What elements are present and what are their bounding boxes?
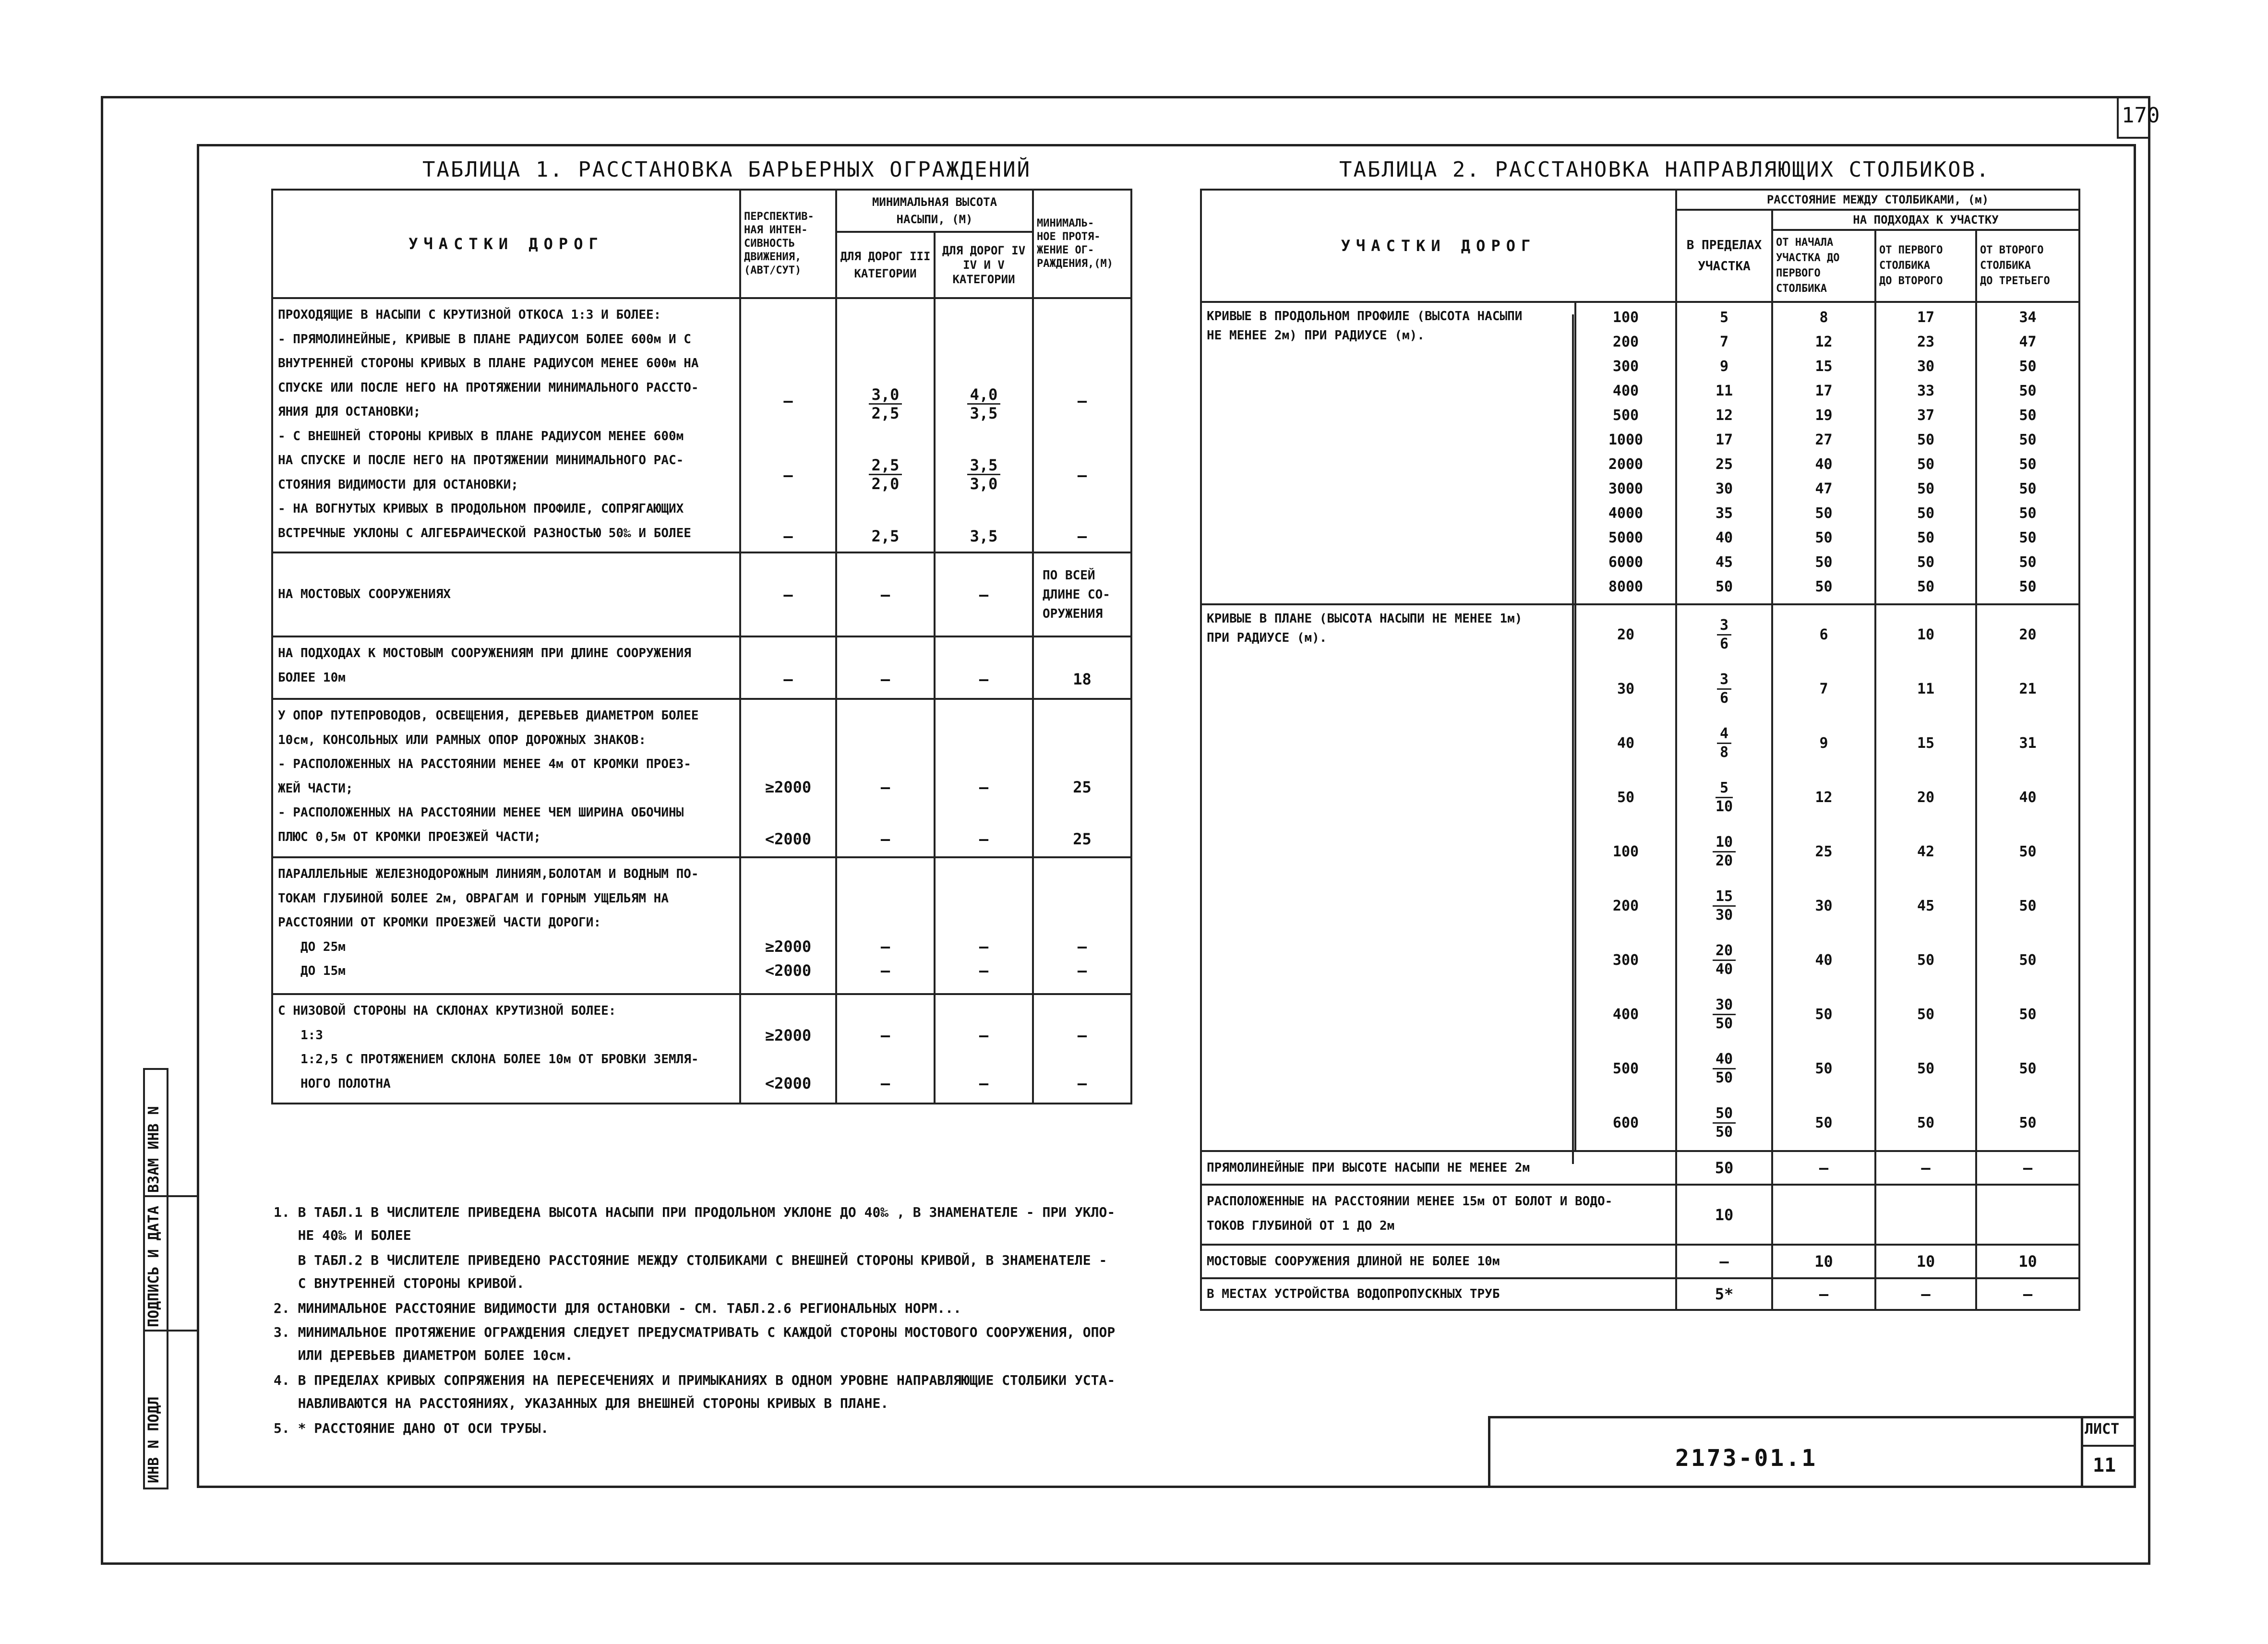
profile-first-value: 47 <box>1815 480 1833 497</box>
plan-second-value: 50 <box>1917 1060 1935 1077</box>
profile-third-value: 50 <box>2019 358 2037 375</box>
plan-within-fraction: $\frac{40}{50}$ <box>1677 1042 1771 1096</box>
plan-first-value: 6 <box>1819 626 1828 643</box>
table2-profile-first <box>1772 302 1875 604</box>
plan-second-value: 50 <box>1917 1115 1935 1131</box>
profile-radius-value: 1000 <box>1608 432 1644 448</box>
note-line: С ВНУТРЕННЕЙ СТОРОНЫ КРИВОЙ. <box>274 1275 525 1291</box>
profile-radius-value: 8000 <box>1608 578 1644 595</box>
profile-third-value: 50 <box>2019 432 2037 448</box>
table1-header-cat4: ДЛЯ ДОРОГ IV IV И V КАТЕГОРИИ <box>935 232 1033 298</box>
table2-plan-radius <box>1575 604 1676 1151</box>
plan-second-value: 20 <box>1917 789 1935 806</box>
side-stamp-signature: ПОДПИСЬ И ДАТА <box>145 1206 162 1327</box>
table1 <box>271 189 1132 1104</box>
table1-title: ТАБЛИЦА 1. РАССТАНОВКА БАРЬЕРНЫХ ОГРАЖДЕНИЙ <box>422 157 1032 182</box>
table2-header-from-first: ОТ ПЕРВОГО СТОЛБИКА ДО ВТОРОГО <box>1875 230 1976 302</box>
plan-second-value: 15 <box>1917 735 1935 752</box>
table1-row-slopes: С НИЗОВОЙ СТОРОНЫ НА СКЛОНАХ КРУТИЗНОЙ БОЛЕЕ: 1:3 1:2,5 С ПРОТЯЖЕНИЕМ СКЛОНА БОЛЕЕ 10м ОТ БРОВКИ ЗЕМЛЯ- НОГО ПОЛОТНА ≥2000 <2000 — — — — — — <box>272 994 1131 1104</box>
profile-third-value: 50 <box>2019 456 2037 473</box>
profile-second-value: 17 <box>1917 309 1935 326</box>
table2-header-from-second: ОТ ВТОРОГО СТОЛБИКА ДО ТРЕТЬЕГО <box>1976 230 2079 302</box>
profile-radius-value: 100 <box>1612 309 1639 326</box>
table2-row-bridges: МОСТОВЫЕ СООРУЖЕНИЯ ДЛИНОЙ НЕ БОЛЕЕ 10м — 10 10 10 <box>1201 1245 2079 1278</box>
sheet-label: ЛИСТ <box>2085 1421 2120 1438</box>
profile-within-value: 9 <box>1719 358 1729 375</box>
plan-third-value: 40 <box>2019 789 2037 806</box>
profile-first-value: 50 <box>1815 529 1833 546</box>
table2-header-distance: РАССТОЯНИЕ МЕЖДУ СТОЛБИКАМИ, (м) <box>1676 190 2079 210</box>
table1-row-supports: У ОПОР ПУТЕПРОВОДОВ, ОСВЕЩЕНИЯ, ДЕРЕВЬЕВ ДИАМЕТРОМ БОЛЕЕ 10см, КОНСОЛЬНЫХ ИЛИ РАМНЫХ ОПОР ДОРОЖНЫХ ЗНАКОВ: - РАСПОЛОЖЕННЫХ НА РАССТОЯНИИ МЕНЕЕ 4м ОТ КРОМКИ ПРОЕЗ- ЖЕЙ ЧАСТИ; - РАСПОЛОЖЕННЫХ НА РАССТОЯНИИ МЕНЕЕ ЧЕМ ШИРИНА ОБОЧИНЫ ПЛЮС 0,5м ОТ КРОМКИ ПРОЕЗЖЕЙ ЧАСТИ; ≥2000 <2000 — — — — 25 25 <box>272 699 1131 857</box>
plan-second-value: 11 <box>1917 681 1935 697</box>
plan-radius-value: 100 <box>1612 843 1639 860</box>
table2-profile-radius <box>1575 302 1676 604</box>
table2-row-swamps: РАСПОЛОЖЕННЫЕ НА РАССТОЯНИИ МЕНЕЕ 15м ОТ БОЛОТ И ВОДО- ТОКОВ ГЛУБИНОЙ ОТ 1 ДО 2м 10 <box>1201 1185 2079 1245</box>
table2-header-from-start: ОТ НАЧАЛА УЧАСТКА ДО ПЕРВОГО СТОЛБИКА <box>1772 230 1875 302</box>
profile-within-value: 11 <box>1715 383 1733 399</box>
plan-third-value: 50 <box>2019 843 2037 860</box>
plan-third-value: 21 <box>2019 681 2037 697</box>
inner-frame-top <box>197 144 2136 146</box>
plan-within-fraction: $\frac{3}{6}$ <box>1677 608 1771 662</box>
profile-first-value: 19 <box>1815 407 1833 424</box>
profile-within-value: 12 <box>1715 407 1733 424</box>
plan-second-value: 10 <box>1917 626 1935 643</box>
profile-radius-value: 5000 <box>1608 529 1644 546</box>
profile-third-value: 34 <box>2019 309 2037 326</box>
table1-header-min-length: МИНИМАЛЬ- НОЕ ПРОТЯ- ЖЕНИЕ ОГ- РАЖДЕНИЯ,(М) <box>1033 190 1131 298</box>
plan-first-value: 30 <box>1815 898 1833 914</box>
plan-within-fraction: $\frac{10}{20}$ <box>1677 825 1771 879</box>
profile-within-value: 40 <box>1715 529 1733 546</box>
profile-first-value: 17 <box>1815 383 1833 399</box>
profile-within-value: 17 <box>1715 432 1733 448</box>
plan-radius-value: 200 <box>1612 898 1639 914</box>
table2-row-straight: ПРЯМОЛИНЕЙНЫЕ ПРИ ВЫСОТЕ НАСЫПИ НЕ МЕНЕЕ 2м 50 — — — <box>1201 1151 2079 1185</box>
note-line: ИЛИ ДЕРЕВЬЕВ ДИАМЕТРОМ БОЛЕЕ 10см. <box>274 1347 573 1363</box>
outer-frame-right <box>2148 96 2150 1565</box>
table2-group-profile-curves: КРИВЫЕ В ПРОДОЛЬНОМ ПРОФИЛЕ (ВЫСОТА НАСЫПИ НЕ МЕНЕЕ 2м) ПРИ РАДИУСЕ (м). 100 200 300 400 500 1000 2000 3000 4000 5000 6000 8000 5 7 9 11 12 17 25 30 35 40 45 50 8 12 15 17 19 27 40 47 50 50 50 50 17 23 30 33 37 50 50 50 50 50 50 50 34 47 50 50 50 50 50 50 50 50 50 50 <box>1201 302 2079 604</box>
profile-second-value: 50 <box>1917 529 1935 546</box>
profile-third-value: 50 <box>2019 529 2037 546</box>
profile-within-value: 5 <box>1719 309 1729 326</box>
profile-radius-value: 400 <box>1612 383 1639 399</box>
table2-plan-third <box>1976 604 2079 1151</box>
plan-radius-value: 20 <box>1617 626 1635 643</box>
plan-first-value: 7 <box>1819 681 1828 697</box>
plan-first-value: 12 <box>1815 789 1833 806</box>
profile-radius-value: 4000 <box>1608 505 1644 522</box>
side-stamp-replace: ВЗАМ ИНВ N <box>145 1106 162 1193</box>
profile-within-value: 7 <box>1719 334 1729 350</box>
table2-header-within: В ПРЕДЕЛАХ УЧАСТКА <box>1676 210 1772 302</box>
table1-header-min-height: МИНИМАЛЬНАЯ ВЫСОТА НАСЫПИ, (М) <box>836 190 1033 232</box>
table2-header-approach: НА ПОДХОДАХ К УЧАСТКУ <box>1772 210 2079 230</box>
profile-first-value: 27 <box>1815 432 1833 448</box>
plan-within-fraction: $\frac{5}{10}$ <box>1715 780 1733 815</box>
plan-radius-value: 400 <box>1612 1006 1639 1023</box>
profile-second-value: 50 <box>1917 432 1935 448</box>
plan-first-value: 25 <box>1815 843 1833 860</box>
plan-radius-value: 50 <box>1617 789 1635 806</box>
note-line: НЕ 40‰ И БОЛЕЕ <box>274 1227 411 1243</box>
table2-title: ТАБЛИЦА 2. РАССТАНОВКА НАПРАВЛЯЮЩИХ СТОЛБИКОВ. <box>1339 157 1991 182</box>
profile-second-value: 50 <box>1917 480 1935 497</box>
profile-first-value: 50 <box>1815 554 1833 571</box>
plan-second-value: 42 <box>1917 843 1935 860</box>
sheet-number: 11 <box>2093 1454 2116 1476</box>
plan-third-value: 50 <box>2019 1060 2037 1077</box>
note-line: НАВЛИВАЮТСЯ НА РАССТОЯНИЯХ, УКАЗАННЫХ ДЛЯ ВНЕШНЕЙ СТОРОНЫ КРИВЫХ В ПЛАНЕ. <box>274 1395 889 1411</box>
table2-profile-third <box>1976 302 2079 604</box>
plan-third-value: 50 <box>2019 1006 2037 1023</box>
plan-second-value: 50 <box>1917 952 1935 969</box>
table2-row-culverts: В МЕСТАХ УСТРОЙСТВА ВОДОПРОПУСКНЫХ ТРУБ 5* — — — <box>1201 1278 2079 1310</box>
table1-row-bridges: НА МОСТОВЫХ СООРУЖЕНИЯХ — — — ПО ВСЕЙ ДЛИНЕ СО- ОРУЖЕНИЯ <box>272 552 1131 636</box>
plan-radius-value: 300 <box>1612 952 1639 969</box>
profile-second-value: 50 <box>1917 505 1935 522</box>
plan-second-value: 50 <box>1917 1006 1935 1023</box>
plan-within-fraction: $\frac{30}{50}$ <box>1677 987 1771 1042</box>
profile-second-value: 37 <box>1917 407 1935 424</box>
plan-radius-value: 500 <box>1612 1060 1639 1077</box>
profile-third-value: 50 <box>2019 480 2037 497</box>
table2-profile-second <box>1875 302 1976 604</box>
plan-first-value: 40 <box>1815 952 1833 969</box>
plan-first-value: 9 <box>1819 735 1828 752</box>
outer-frame-bottom <box>101 1562 2150 1565</box>
profile-third-value: 50 <box>2019 505 2037 522</box>
profile-radius-value: 3000 <box>1608 480 1644 497</box>
profile-third-value: 50 <box>2019 578 2037 595</box>
table2-profile-within <box>1676 302 1772 604</box>
profile-radius-value: 200 <box>1612 334 1639 350</box>
profile-within-value: 30 <box>1715 480 1733 497</box>
table2 <box>1200 189 2080 1311</box>
plan-within-fraction: $\frac{15}{30}$ <box>1677 879 1771 933</box>
table1-row-bridge-approaches: НА ПОДХОДАХ К МОСТОВЫМ СООРУЖЕНИЯМ ПРИ ДЛИНЕ СООРУЖЕНИЯ БОЛЕЕ 10м — — — 18 <box>272 636 1131 699</box>
note-line: 1. В ТАБЛ.1 В ЧИСЛИТЕЛЕ ПРИВЕДЕНА ВЫСОТА НАСЫПИ ПРИ ПРОДОЛЬНОМ УКЛОНЕ ДО 40‰ , В ЗНАМЕНАТЕЛЕ - ПРИ УКЛО- <box>274 1204 1116 1220</box>
plan-within-fraction: $\frac{3}{6}$ <box>1677 662 1771 716</box>
profile-second-value: 23 <box>1917 334 1935 350</box>
drawing-code: 2173-01.1 <box>1675 1445 1818 1472</box>
profile-radius-value: 500 <box>1612 407 1639 424</box>
table2-plan-within <box>1676 604 1772 1151</box>
table1-header-sections: УЧАСТКИ ДОРОГ <box>272 190 740 298</box>
plan-third-value: 31 <box>2019 735 2037 752</box>
outer-frame-left <box>101 96 103 1565</box>
table1-header-intensity: ПЕРСПЕКТИВ- НАЯ ИНТЕН- СИВНОСТЬ ДВИЖЕНИЯ, (АВТ/СУТ) <box>740 190 836 298</box>
profile-within-value: 35 <box>1715 505 1733 522</box>
profile-radius-value: 6000 <box>1608 554 1644 571</box>
profile-third-value: 50 <box>2019 407 2037 424</box>
note-line: 4. В ПРЕДЕЛАХ КРИВЫХ СОПРЯЖЕНИЯ НА ПЕРЕСЕЧЕНИЯХ И ПРИМЫКАНИЯХ В ОДНОМ УРОВНЕ НАПРАВЛЯЮЩИЕ СТОЛБИКИ УСТА- <box>274 1372 1116 1388</box>
plan-radius-value: 600 <box>1612 1115 1639 1131</box>
note-line: 2. МИНИМАЛЬНОЕ РАССТОЯНИЕ ВИДИМОСТИ ДЛЯ ОСТАНОВКИ - СМ. ТАБЛ.2.6 РЕГИОНАЛЬНЫХ НОРМ... <box>274 1300 961 1316</box>
plan-within-fraction: $\frac{50}{50}$ <box>1677 1096 1771 1150</box>
table2-plan-second <box>1875 604 1976 1151</box>
profile-radius-value: 2000 <box>1608 456 1644 473</box>
inner-frame-left <box>197 144 199 1488</box>
table1-header-cat3: ДЛЯ ДОРОГ III КАТЕГОРИИ <box>836 232 935 298</box>
plan-second-value: 45 <box>1917 898 1935 914</box>
profile-radius-value: 300 <box>1612 358 1639 375</box>
outer-frame-top <box>101 96 2150 98</box>
profile-third-value: 50 <box>2019 554 2037 571</box>
plan-first-value: 50 <box>1815 1060 1833 1077</box>
plan-radius-value: 30 <box>1617 681 1635 697</box>
profile-first-value: 50 <box>1815 505 1833 522</box>
profile-first-value: 50 <box>1815 578 1833 595</box>
table2-plan-first <box>1772 604 1875 1151</box>
profile-second-value: 50 <box>1917 578 1935 595</box>
plan-within-fraction: $\frac{4}{8}$ <box>1677 716 1771 770</box>
side-stamp-inv: ИНВ N ПОДЛ <box>145 1396 162 1483</box>
profile-within-value: 50 <box>1715 578 1733 595</box>
profile-within-value: 25 <box>1715 456 1733 473</box>
table1-row-parallel: ПАРАЛЛЕЛЬНЫЕ ЖЕЛЕЗНОДОРОЖНЫМ ЛИНИЯМ,БОЛОТАМ И ВОДНЫМ ПО- ТОКАМ ГЛУБИНОЙ БОЛЕЕ 2м, ОВРАГАМ И ГОРНЫМ УЩЕЛЬЯМ НА РАССТОЯНИИ ОТ КРОМКИ ПРОЕЗЖЕЙ ЧАСТИ ДОРОГИ: ДО 25м ДО 15м ≥2000 <2000 — — — — — — <box>272 857 1131 994</box>
profile-second-value: 50 <box>1917 456 1935 473</box>
plan-third-value: 20 <box>2019 626 2037 643</box>
profile-second-value: 50 <box>1917 554 1935 571</box>
inner-frame-right <box>2134 144 2136 1488</box>
profile-first-value: 40 <box>1815 456 1833 473</box>
profile-second-value: 33 <box>1917 383 1935 399</box>
plan-third-value: 50 <box>2019 1115 2037 1131</box>
sheet-mark-number: 170 <box>2122 103 2160 128</box>
profile-second-value: 30 <box>1917 358 1935 375</box>
plan-radius-value: 40 <box>1617 735 1635 752</box>
profile-first-value: 8 <box>1819 309 1828 326</box>
profile-third-value: 50 <box>2019 383 2037 399</box>
note-line: 3. МИНИМАЛЬНОЕ ПРОТЯЖЕНИЕ ОГРАЖДЕНИЯ СЛЕДУЕТ ПРЕДУСМАТРИВАТЬ С КАЖДОЙ СТОРОНЫ МОСТОВОГО СООРУЖЕНИЯ, ОПОР <box>274 1324 1116 1340</box>
note-line: 5. * РАССТОЯНИЕ ДАНО ОТ ОСИ ТРУБЫ. <box>274 1420 549 1436</box>
table2-header-sections: УЧАСТКИ ДОРОГ <box>1201 190 1676 302</box>
note-line: В ТАБЛ.2 В ЧИСЛИТЕЛЕ ПРИВЕДЕНО РАССТОЯНИЕ МЕЖДУ СТОЛБИКАМИ С ВНЕШНЕЙ СТОРОНЫ КРИВОЙ, В ЗНАМЕНАТЕЛЕ - <box>274 1252 1107 1268</box>
profile-first-value: 12 <box>1815 334 1833 350</box>
plan-first-value: 50 <box>1815 1115 1833 1131</box>
table1-row-embankment: ПРОХОДЯЩИЕ В НАСЫПИ С КРУТИЗНОЙ ОТКОСА 1:3 И БОЛЕЕ: - ПРЯМОЛИНЕЙНЫЕ, КРИВЫЕ В ПЛАНЕ РАДИУСОМ БОЛЕЕ 600м И С ВНУТРЕННЕЙ СТОРОНЫ КРИВЫХ В ПЛАНЕ РАДИУСОМ МЕНЕЕ 600м НА СПУСКЕ ИЛИ ПОСЛЕ НЕГО НА ПРОТЯЖЕНИИ МИНИМАЛЬНОГО РАССТО- ЯНИЯ ДЛЯ ОСТАНОВКИ; - С ВНЕШНЕЙ СТОРОНЫ КРИВЫХ В ПЛАНЕ РАДИУСОМ МЕНЕЕ 600м НА СПУСКЕ И ПОСЛЕ НЕГО НА ПРОТЯЖЕНИИ МИНИМАЛЬНОГО РАС- СТОЯНИЯ ВИДИМОСТИ ДЛЯ ОСТАНОВКИ; - НА ВОГНУТЫХ КРИВЫХ В ПРОДОЛЬНОМ ПРОФИЛЕ, СОПРЯГАЮЩИХ ВСТРЕЧНЫЕ УКЛОНЫ С АЛГЕБРАИЧЕСКОЙ РАЗНОСТЬЮ 50‰ И БОЛЕЕ — — — $\frac{3,0}{2,5}$ $\frac{2,5}{2,0}$ 2,5 $\frac{4,0}{3,5}$ $\frac{3,5}{3,0}$ 3,5 — — — <box>272 298 1131 552</box>
profile-third-value: 47 <box>2019 334 2037 350</box>
profile-within-value: 45 <box>1715 554 1733 571</box>
profile-first-value: 15 <box>1815 358 1833 375</box>
plan-third-value: 50 <box>2019 898 2037 914</box>
plan-third-value: 50 <box>2019 952 2037 969</box>
table2-group-plan-curves: КРИВЫЕ В ПЛАНЕ (ВЫСОТА НАСЫПИ НЕ МЕНЕЕ 1м) ПРИ РАДИУСЕ (м). 20 30 40 50 100 200 300 400 500 600 $\frac{3}{6}$ $\frac{3}{6}$ $\frac{4}{8}$ $\frac{5}{10}$ $\frac{10}{20}$ $\frac{15}{30}$ $\frac{20}{40}$ $\frac{30}{50}$ $\frac{40}{50}$ $\frac{50}{50}$ 6 7 9 12 25 30 40 50 50 50 10 11 15 20 42 45 50 50 50 50 20 21 31 40 50 50 50 50 50 50 <box>1201 604 2079 1151</box>
plan-first-value: 50 <box>1815 1006 1833 1023</box>
plan-within-fraction: $\frac{20}{40}$ <box>1677 933 1771 987</box>
